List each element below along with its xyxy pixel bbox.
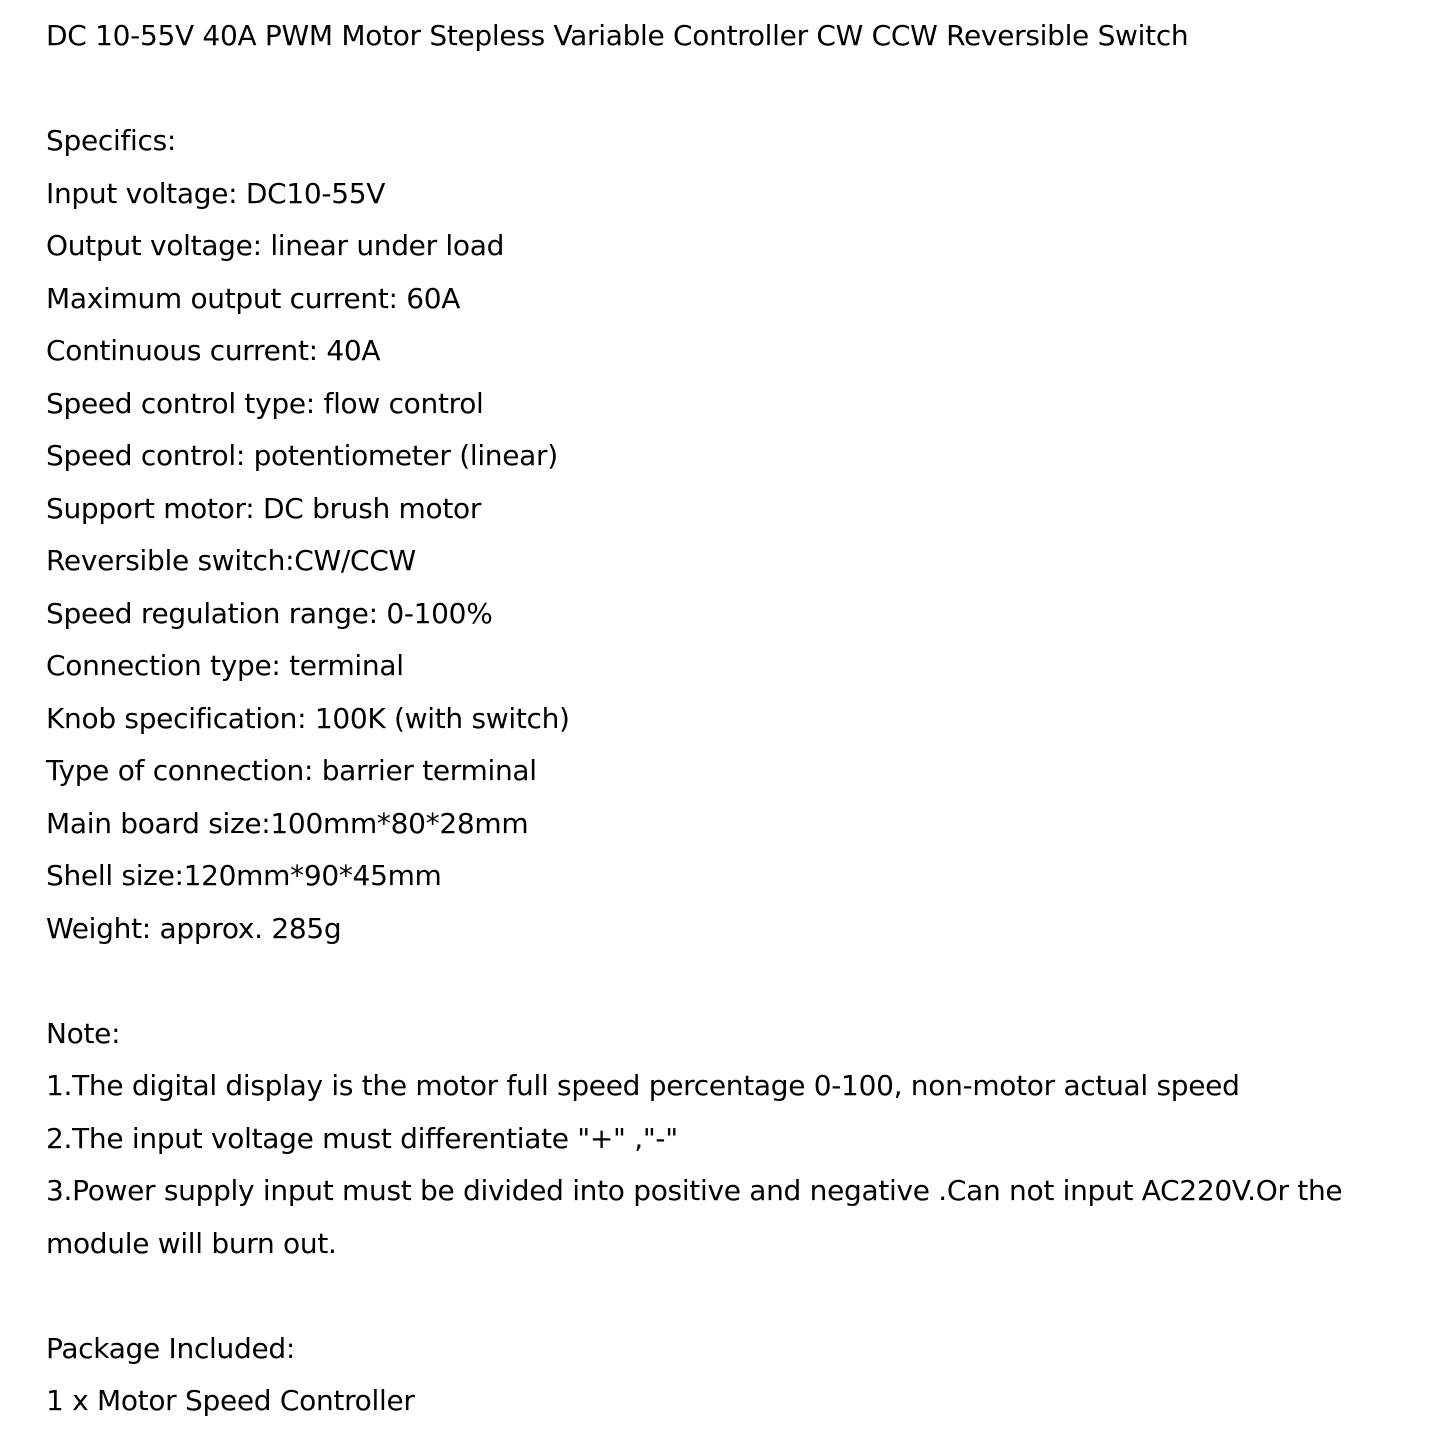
product-title: DC 10-55V 40A PWM Motor Stepless Variable Controller CW CCW Reversible Switch xyxy=(46,19,1189,52)
spec-shell-size: Shell size:120mm*90*45mm xyxy=(46,859,442,892)
package-item: 1 x Motor Speed Controller xyxy=(46,1384,415,1417)
spec-output-voltage: Output voltage: linear under load xyxy=(46,229,505,262)
package-heading: Package Included: xyxy=(46,1331,295,1365)
spec-input-voltage: Input voltage: DC10-55V xyxy=(46,176,386,210)
spec-main-board-size: Main board size:100mm*80*28mm xyxy=(46,806,529,840)
note-item: 2.The input voltage must differentiate "+" ,"-" xyxy=(46,1121,678,1155)
product-description xyxy=(46,10,1416,1428)
spec-connection-type: Connection type: terminal xyxy=(46,649,404,682)
spacer xyxy=(46,1270,1416,1323)
spacer xyxy=(46,63,1416,116)
spec-reversible-switch: Reversible switch:CW/CCW xyxy=(46,544,416,577)
spec-type-of-connection: Type of connection: barrier terminal xyxy=(46,754,537,787)
spec-speed-control: Speed control: potentiometer (linear) xyxy=(46,439,558,472)
spec-speed-regulation-range: Speed regulation range: 0-100% xyxy=(46,596,493,630)
specifics-heading: Specifics: xyxy=(46,124,177,157)
spacer xyxy=(46,955,1416,1008)
spec-knob-specification: Knob specification: 100K (with switch) xyxy=(46,701,570,735)
note-item: 1.The digital display is the motor full speed percentage 0-100, non-motor actual speed xyxy=(46,1069,1240,1102)
note-heading: Note: xyxy=(46,1016,121,1050)
spec-weight: Weight: approx. 285g xyxy=(46,911,342,945)
spec-speed-control-type: Speed control type: flow control xyxy=(46,386,484,420)
note-item: 3.Power supply input must be divided into positive and negative .Can not input AC220V.Or the module will burn out. xyxy=(46,1174,1343,1260)
spec-continuous-current: Continuous current: 40A xyxy=(46,334,381,367)
spec-max-output-current: Maximum output current: 60A xyxy=(46,281,461,315)
spec-support-motor: Support motor: DC brush motor xyxy=(46,491,482,525)
